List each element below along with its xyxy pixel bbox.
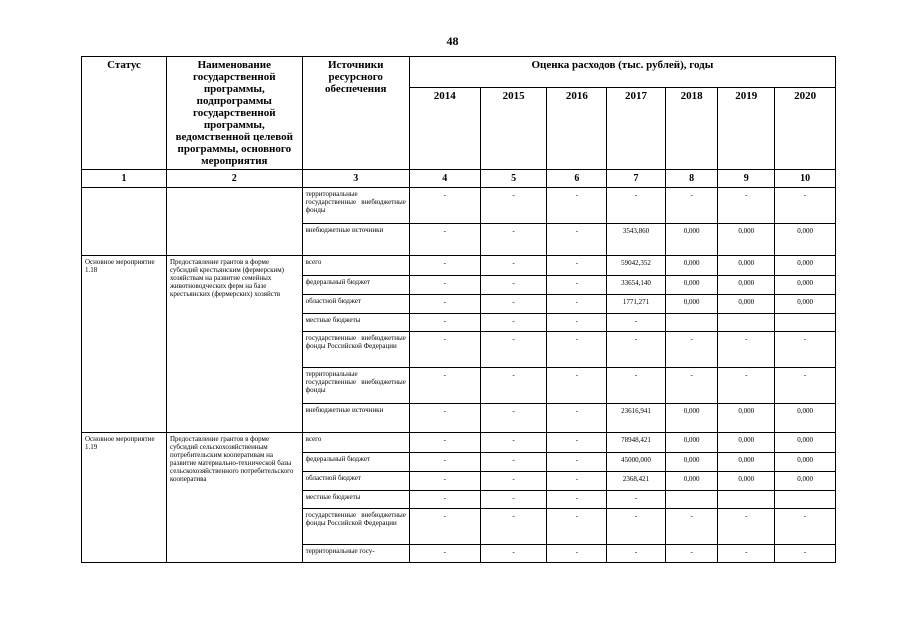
column-number: 8 bbox=[665, 170, 718, 188]
value-cell bbox=[775, 491, 836, 509]
column-number: 2 bbox=[167, 170, 303, 188]
source-cell: государственные внебюджетные фонды Российской Федерации bbox=[302, 332, 409, 368]
value-cell: - bbox=[409, 404, 480, 433]
value-cell: - bbox=[409, 276, 480, 295]
status-cell: Основное мероприятие 1.18 bbox=[82, 256, 167, 433]
value-cell: 0,000 bbox=[665, 472, 718, 491]
value-cell: - bbox=[409, 509, 480, 545]
value-cell: - bbox=[547, 472, 607, 491]
value-cell: 0,000 bbox=[775, 453, 836, 472]
value-cell: - bbox=[718, 509, 775, 545]
source-cell: государственные внебюджетные фонды Российской Федерации bbox=[302, 509, 409, 545]
source-cell: областной бюджет bbox=[302, 295, 409, 314]
column-number: 5 bbox=[480, 170, 547, 188]
value-cell: - bbox=[547, 295, 607, 314]
header-name: Наименование государственной программы, подпрограммы государственной программы, ведомственной целевой программы, основного мероприятия bbox=[167, 57, 303, 170]
source-cell: федеральный бюджет bbox=[302, 276, 409, 295]
program-name-cell: Предоставление грантов в форме субсидий крестьянским (фермерским) хозяйствам на развитие семейных животноводческих ферм на базе крестьянских (фермерских) хозяйств bbox=[167, 256, 303, 433]
column-numbers-row bbox=[82, 170, 836, 188]
value-cell: - bbox=[607, 545, 666, 563]
value-cell: - bbox=[775, 188, 836, 224]
value-cell: 0,000 bbox=[718, 256, 775, 276]
value-cell: 0,000 bbox=[665, 276, 718, 295]
value-cell: - bbox=[480, 491, 547, 509]
column-number: 1 bbox=[82, 170, 167, 188]
value-cell: - bbox=[409, 472, 480, 491]
value-cell: 0,000 bbox=[718, 224, 775, 256]
value-cell: - bbox=[480, 224, 547, 256]
column-number: 9 bbox=[718, 170, 775, 188]
value-cell: 3543,860 bbox=[607, 224, 666, 256]
value-cell: 0,000 bbox=[718, 404, 775, 433]
value-cell bbox=[718, 314, 775, 332]
header-year: 2016 bbox=[547, 87, 607, 169]
value-cell: - bbox=[480, 188, 547, 224]
value-cell: - bbox=[480, 453, 547, 472]
header-status: Статус bbox=[82, 57, 167, 170]
value-cell: - bbox=[409, 368, 480, 404]
header-year: 2018 bbox=[665, 87, 718, 169]
value-cell: - bbox=[607, 368, 666, 404]
value-cell: 0,000 bbox=[775, 472, 836, 491]
value-cell bbox=[665, 491, 718, 509]
value-cell: - bbox=[547, 332, 607, 368]
value-cell: 0,000 bbox=[718, 295, 775, 314]
value-cell: - bbox=[409, 188, 480, 224]
value-cell: 0,000 bbox=[665, 224, 718, 256]
table-body bbox=[82, 188, 836, 563]
header-year: 2017 bbox=[607, 87, 666, 169]
value-cell: - bbox=[775, 509, 836, 545]
page-number: 48 bbox=[446, 34, 459, 48]
value-cell: - bbox=[607, 509, 666, 545]
source-cell: местные бюджеты bbox=[302, 314, 409, 332]
value-cell: - bbox=[665, 188, 718, 224]
value-cell: - bbox=[547, 404, 607, 433]
value-cell bbox=[665, 314, 718, 332]
value-cell: - bbox=[480, 276, 547, 295]
value-cell: - bbox=[480, 404, 547, 433]
value-cell: - bbox=[409, 453, 480, 472]
value-cell: - bbox=[665, 545, 718, 563]
value-cell: - bbox=[409, 332, 480, 368]
value-cell: 33654,140 bbox=[607, 276, 666, 295]
value-cell: - bbox=[775, 368, 836, 404]
value-cell: 0,000 bbox=[665, 404, 718, 433]
value-cell: - bbox=[665, 368, 718, 404]
value-cell: 0,000 bbox=[718, 276, 775, 295]
value-cell: - bbox=[718, 545, 775, 563]
column-number: 10 bbox=[775, 170, 836, 188]
value-cell: - bbox=[547, 256, 607, 276]
value-cell: - bbox=[547, 276, 607, 295]
status-cell bbox=[82, 188, 167, 256]
value-cell: 0,000 bbox=[665, 453, 718, 472]
value-cell: 2368,421 bbox=[607, 472, 666, 491]
value-cell: 0,000 bbox=[718, 472, 775, 491]
value-cell: - bbox=[775, 332, 836, 368]
source-cell: внебюджетные источники bbox=[302, 224, 409, 256]
program-name-cell: Предоставление грантов в форме субсидий сельскохозяйственным потребительским кооперативам на развитие материально-технической базы сельскохозяйственного потребительского кооператива bbox=[167, 433, 303, 563]
source-cell: областной бюджет bbox=[302, 472, 409, 491]
value-cell: - bbox=[409, 295, 480, 314]
value-cell: - bbox=[480, 368, 547, 404]
value-cell: - bbox=[607, 188, 666, 224]
value-cell: - bbox=[409, 224, 480, 256]
value-cell: 0,000 bbox=[665, 256, 718, 276]
value-cell: - bbox=[409, 433, 480, 453]
table-row bbox=[82, 256, 836, 276]
value-cell: - bbox=[480, 295, 547, 314]
header-year: 2015 bbox=[480, 87, 547, 169]
value-cell: - bbox=[547, 314, 607, 332]
status-cell: Основное мероприятие 1.19 bbox=[82, 433, 167, 563]
value-cell: - bbox=[665, 332, 718, 368]
column-number: 6 bbox=[547, 170, 607, 188]
source-cell: федеральный бюджет bbox=[302, 453, 409, 472]
value-cell: 0,000 bbox=[775, 256, 836, 276]
program-name-cell bbox=[167, 188, 303, 256]
value-cell: 0,000 bbox=[775, 276, 836, 295]
value-cell: - bbox=[665, 509, 718, 545]
value-cell: - bbox=[607, 314, 666, 332]
value-cell: - bbox=[409, 314, 480, 332]
value-cell: - bbox=[547, 368, 607, 404]
value-cell: - bbox=[480, 314, 547, 332]
value-cell: 45000,000 bbox=[607, 453, 666, 472]
source-cell: внебюджетные источники bbox=[302, 404, 409, 433]
value-cell: - bbox=[480, 472, 547, 491]
value-cell: - bbox=[718, 188, 775, 224]
header-year: 2019 bbox=[718, 87, 775, 169]
value-cell: - bbox=[547, 509, 607, 545]
column-number: 4 bbox=[409, 170, 480, 188]
value-cell: 0,000 bbox=[775, 433, 836, 453]
value-cell: 78948,421 bbox=[607, 433, 666, 453]
value-cell: 59042,352 bbox=[607, 256, 666, 276]
value-cell: - bbox=[480, 256, 547, 276]
value-cell: - bbox=[547, 224, 607, 256]
value-cell: 0,000 bbox=[665, 433, 718, 453]
source-cell: местные бюджеты bbox=[302, 491, 409, 509]
value-cell bbox=[775, 314, 836, 332]
value-cell: - bbox=[409, 545, 480, 563]
source-cell: территориальные государственные внебюджетные фонды bbox=[302, 188, 409, 224]
value-cell: - bbox=[718, 332, 775, 368]
source-cell: всего bbox=[302, 256, 409, 276]
value-cell: 0,000 bbox=[775, 224, 836, 256]
value-cell: 0,000 bbox=[718, 433, 775, 453]
value-cell: - bbox=[607, 332, 666, 368]
header-sources: Источники ресурсного обеспечения bbox=[302, 57, 409, 170]
header-year: 2014 bbox=[409, 87, 480, 169]
column-number: 3 bbox=[302, 170, 409, 188]
value-cell: - bbox=[480, 545, 547, 563]
value-cell: - bbox=[547, 433, 607, 453]
value-cell: - bbox=[480, 433, 547, 453]
header-costs: Оценка расходов (тыс. рублей), годы bbox=[409, 57, 835, 88]
value-cell: - bbox=[547, 545, 607, 563]
column-number: 7 bbox=[607, 170, 666, 188]
value-cell: 0,000 bbox=[718, 453, 775, 472]
value-cell: - bbox=[775, 545, 836, 563]
value-cell: - bbox=[480, 509, 547, 545]
source-cell: территориальные государственные внебюджетные фонды bbox=[302, 368, 409, 404]
value-cell bbox=[718, 491, 775, 509]
value-cell: - bbox=[409, 491, 480, 509]
value-cell: - bbox=[547, 453, 607, 472]
value-cell: 1771,271 bbox=[607, 295, 666, 314]
value-cell: 23616,941 bbox=[607, 404, 666, 433]
table-row bbox=[82, 188, 836, 224]
value-cell: 0,000 bbox=[775, 295, 836, 314]
value-cell: - bbox=[607, 491, 666, 509]
header-year: 2020 bbox=[775, 87, 836, 169]
value-cell: - bbox=[547, 188, 607, 224]
expenditure-table bbox=[81, 56, 836, 563]
table-row bbox=[82, 433, 836, 453]
value-cell: 0,000 bbox=[775, 404, 836, 433]
value-cell: - bbox=[409, 256, 480, 276]
value-cell: - bbox=[547, 491, 607, 509]
value-cell: - bbox=[718, 368, 775, 404]
source-cell: территориальные госу- bbox=[302, 545, 409, 563]
source-cell: всего bbox=[302, 433, 409, 453]
value-cell: 0,000 bbox=[665, 295, 718, 314]
value-cell: - bbox=[480, 332, 547, 368]
